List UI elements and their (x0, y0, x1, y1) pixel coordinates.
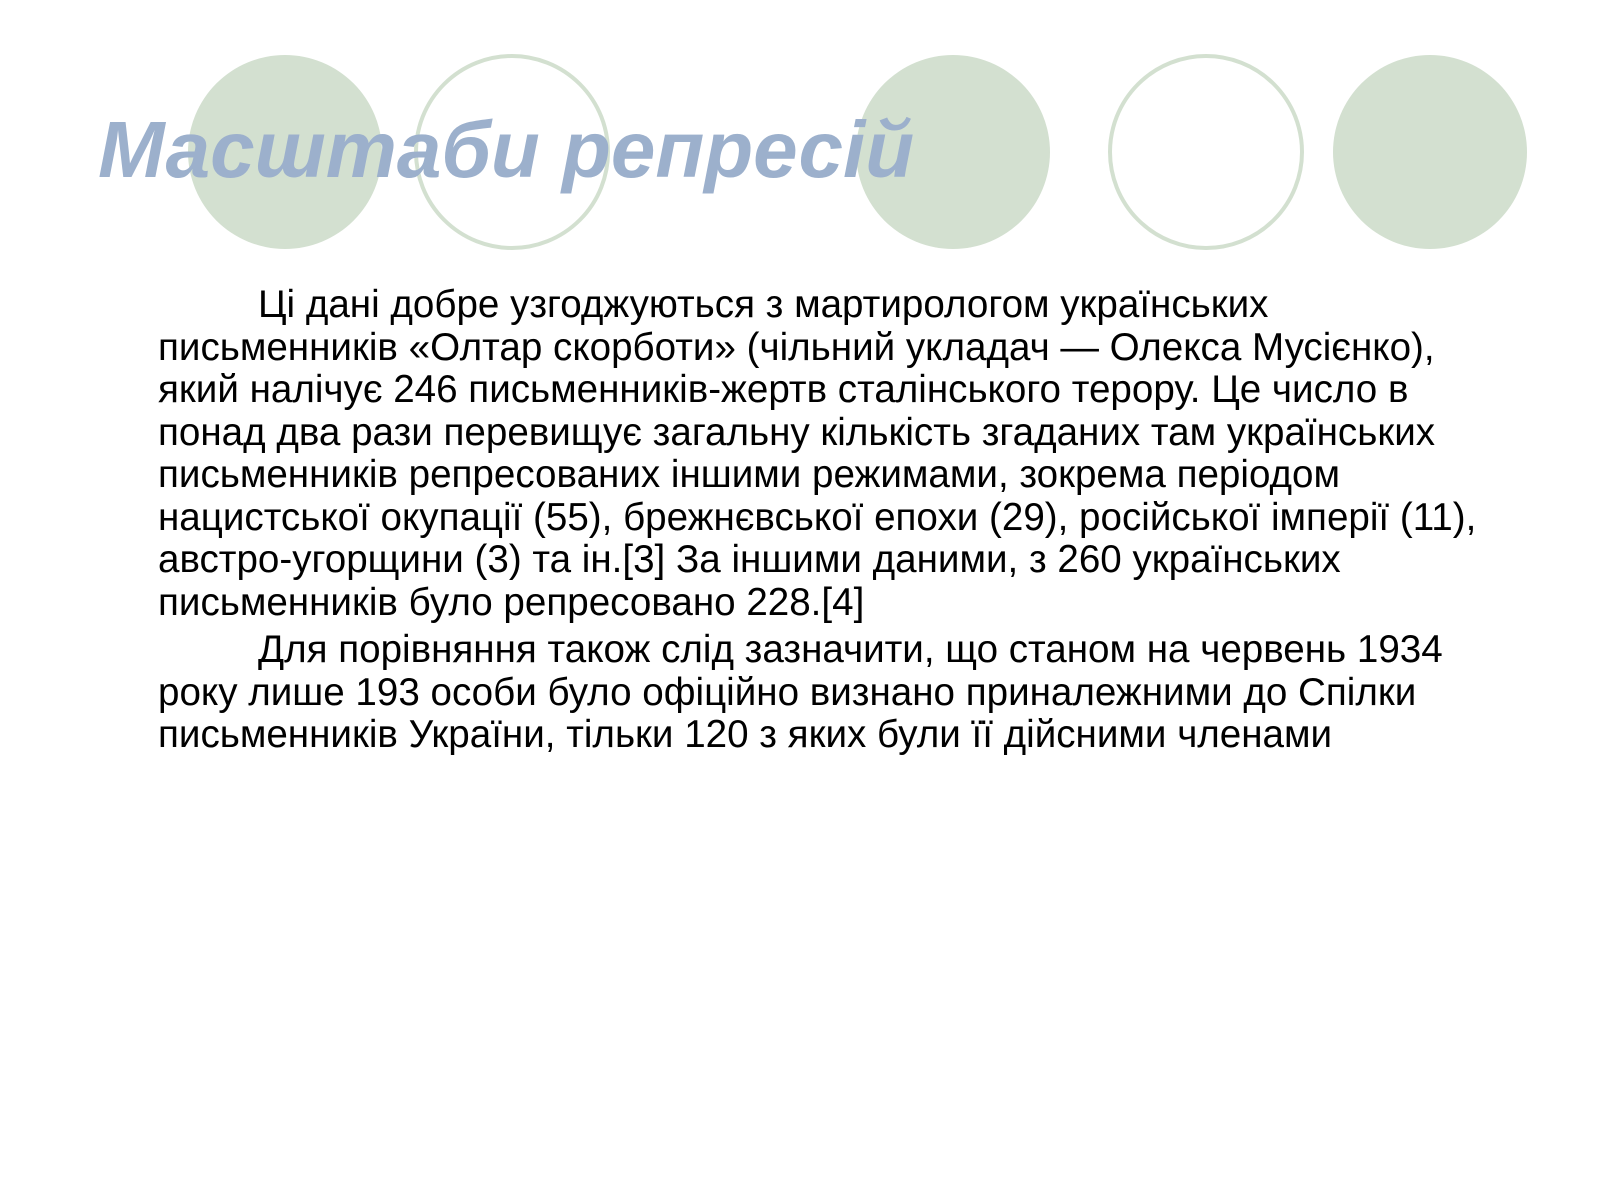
circle-outline-2 (1110, 56, 1302, 248)
paragraph: Для порівняння також слід зазначити, що станом на червень 1934 року лише 193 особи було офіційно визнано приналежними до Спілки письменників України, тільки 120 з яких були її дійсними членами (158, 628, 1443, 756)
slide-title: Масштаби репресій (98, 105, 915, 194)
paragraph: Ці дані добре узгоджуються з мартирологом українських письменників «Олтар скорботи» (чільний укладач — Олекса Мусієнко), який налічує 246 письменників-жертв сталінського терору. Це число в понад два рази перевищує загальну кількість згаданих там українських письменників репресованих іншими режимами, зокрема періодом нацистської окупації (55), брежнєвської епохи (29), російської імперії (11), австро-угорщини (3) та ін.[3] За іншими даними, з 260 українських письменників було репресовано 228.[4] (158, 283, 1477, 624)
circle-filled-3 (1333, 55, 1527, 249)
slide-body (158, 284, 1518, 757)
